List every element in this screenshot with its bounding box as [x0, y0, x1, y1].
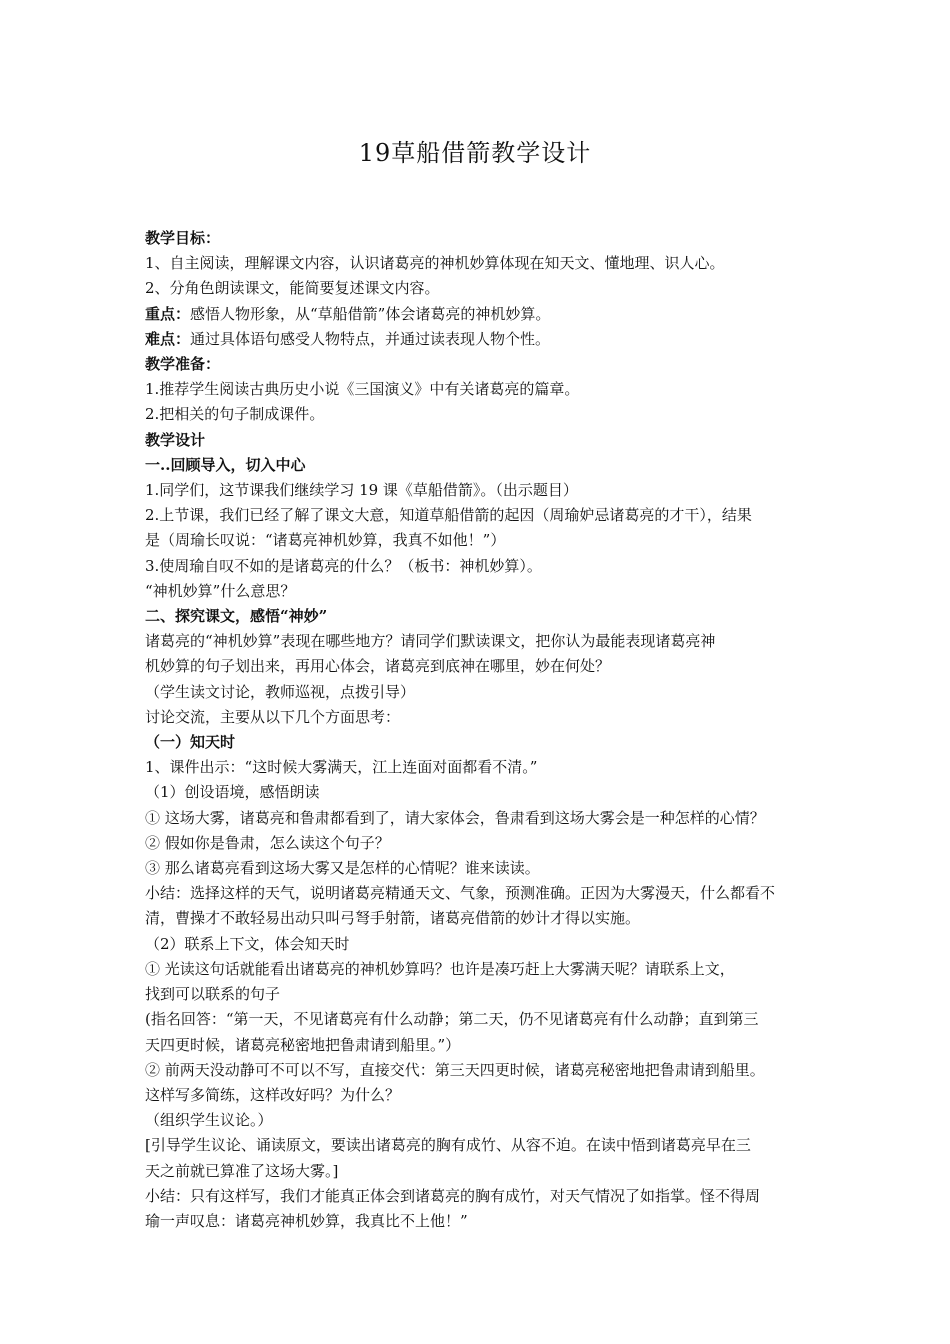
- goal-item: 2、分角色朗读课文，能简要复述课文内容。: [145, 279, 440, 298]
- paragraph: 找到可以联系的句子: [145, 985, 281, 1004]
- paragraph: 是（周瑜长叹说：“诸葛亮神机妙算，我真不如他！”）: [145, 531, 506, 550]
- paragraph: 天四更时候，诸葛亮秘密地把鲁肃请到船里。”）: [145, 1035, 461, 1054]
- paragraph: 1、课件出示：“这时候大雾满天，江上连面对面都看不清。”: [145, 758, 538, 777]
- key-point: [145, 302, 817, 327]
- paragraph: 这样写多简练，这样改好吗？为什么？: [145, 1085, 401, 1104]
- paragraph: 1.同学们，这节课我们继续学习 19 课《草船借箭》。（出示题目）: [145, 481, 578, 500]
- paragraph: [引导学生议论、诵读原文，要读出诸葛亮的胸有成竹、从容不迫。在读中悟到诸葛亮早在三: [145, 1136, 751, 1155]
- difficulty-label: 难点：: [145, 329, 191, 348]
- paragraph: 天之前就已算准了这场大雾。]: [145, 1161, 339, 1180]
- paragraph: （学生读文讨论，教师巡视，点拨引导）: [145, 682, 416, 701]
- section-2-heading: 二、探究课文，感悟“神妙”: [145, 607, 328, 626]
- paragraph: 讨论交流，主要从以下几个方面思考：: [145, 707, 401, 726]
- key-label: 重点：: [145, 304, 191, 323]
- paragraph: （1）创设语境，感悟朗读: [145, 783, 320, 802]
- key-text: 感悟人物形象，从“草船借箭”体会诸葛亮的神机妙算。: [190, 304, 551, 323]
- paragraph: ② 前两天没动静可不可以不写，直接交代：第三天四更时候，诸葛亮秘密地把鲁肃请到船里。: [145, 1060, 765, 1079]
- paragraph: ② 假如你是鲁肃，怎么读这个句子？: [145, 833, 390, 852]
- difficulty-text: 通过具体语句感受人物特点，并通过读表现人物个性。: [190, 329, 551, 348]
- prep-heading: 教学准备：: [145, 355, 221, 374]
- document-title: 19草船借箭教学设计: [358, 139, 592, 167]
- document-body: [145, 226, 817, 1234]
- paragraph: 清，曹操才不敢轻易出动只叫弓弩手射箭，诸葛亮借箭的妙计才得以实施。: [145, 909, 641, 928]
- section-1-heading: 一..回顾导入，切入中心: [145, 455, 306, 474]
- paragraph: ① 光读这句话就能看出诸葛亮的神机妙算吗？也许是凑巧赶上大雾满天呢？请联系上文，: [145, 959, 735, 978]
- paragraph: 机妙算的句子划出来，再用心体会，诸葛亮到底神在哪里，妙在何处？: [145, 657, 611, 676]
- paragraph: （组织学生议论。）: [145, 1111, 273, 1130]
- paragraph: ① 这场大雾，诸葛亮和鲁肃都看到了，请大家体会，鲁肃看到这场大雾会是一种怎样的心情？: [145, 808, 765, 827]
- prep-item: 1.推荐学生阅读古典历史小说《三国演义》中有关诸葛亮的篇章。: [145, 380, 580, 399]
- paragraph: （2）联系上下文，体会知天时: [145, 934, 350, 953]
- goal-item: 1、自主阅读，理解课文内容，认识诸葛亮的神机妙算体现在知天文、懂地理、识人心。: [145, 254, 725, 273]
- paragraph: 3.使周瑜自叹不如的是诸葛亮的什么？（板书：神机妙算）。: [145, 556, 542, 575]
- difficulty-point: [145, 327, 817, 352]
- paragraph: 小结：选择这样的天气，说明诸葛亮精通天文、气象，预测准确。正因为大雾漫天，什么都看不: [145, 884, 776, 903]
- design-heading: 教学设计: [145, 430, 206, 449]
- goals-heading: 教学目标：: [145, 229, 221, 247]
- paragraph: 2.上节课，我们已经了解了课文大意，知道草船借箭的起因（周瑜妒忌诸葛亮的才干），结果: [145, 506, 752, 525]
- paragraph: 瑜一声叹息：诸葛亮神机妙算，我真比不上他！”: [145, 1211, 468, 1230]
- paragraph: 诸葛亮的“神机妙算”表现在哪些地方？请同学们默读课文，把你认为最能表现诸葛亮神: [145, 632, 716, 651]
- subsection-1-heading: （一）知天时: [145, 733, 236, 752]
- paragraph: “神机妙算”什么意思？: [145, 581, 296, 600]
- paragraph: ③ 那么诸葛亮看到这场大雾又是怎样的心情呢？谁来读读。: [145, 859, 540, 878]
- paragraph: 小结：只有这样写，我们才能真正体会到诸葛亮的胸有成竹，对天气情况了如指掌。怪不得周: [145, 1186, 761, 1205]
- prep-item: 2.把相关的句子制成课件。: [145, 405, 325, 424]
- paragraph: (指名回答：“第一天，不见诸葛亮有什么动静；第二天，仍不见诸葛亮有什么动静；直到第三: [145, 1010, 759, 1029]
